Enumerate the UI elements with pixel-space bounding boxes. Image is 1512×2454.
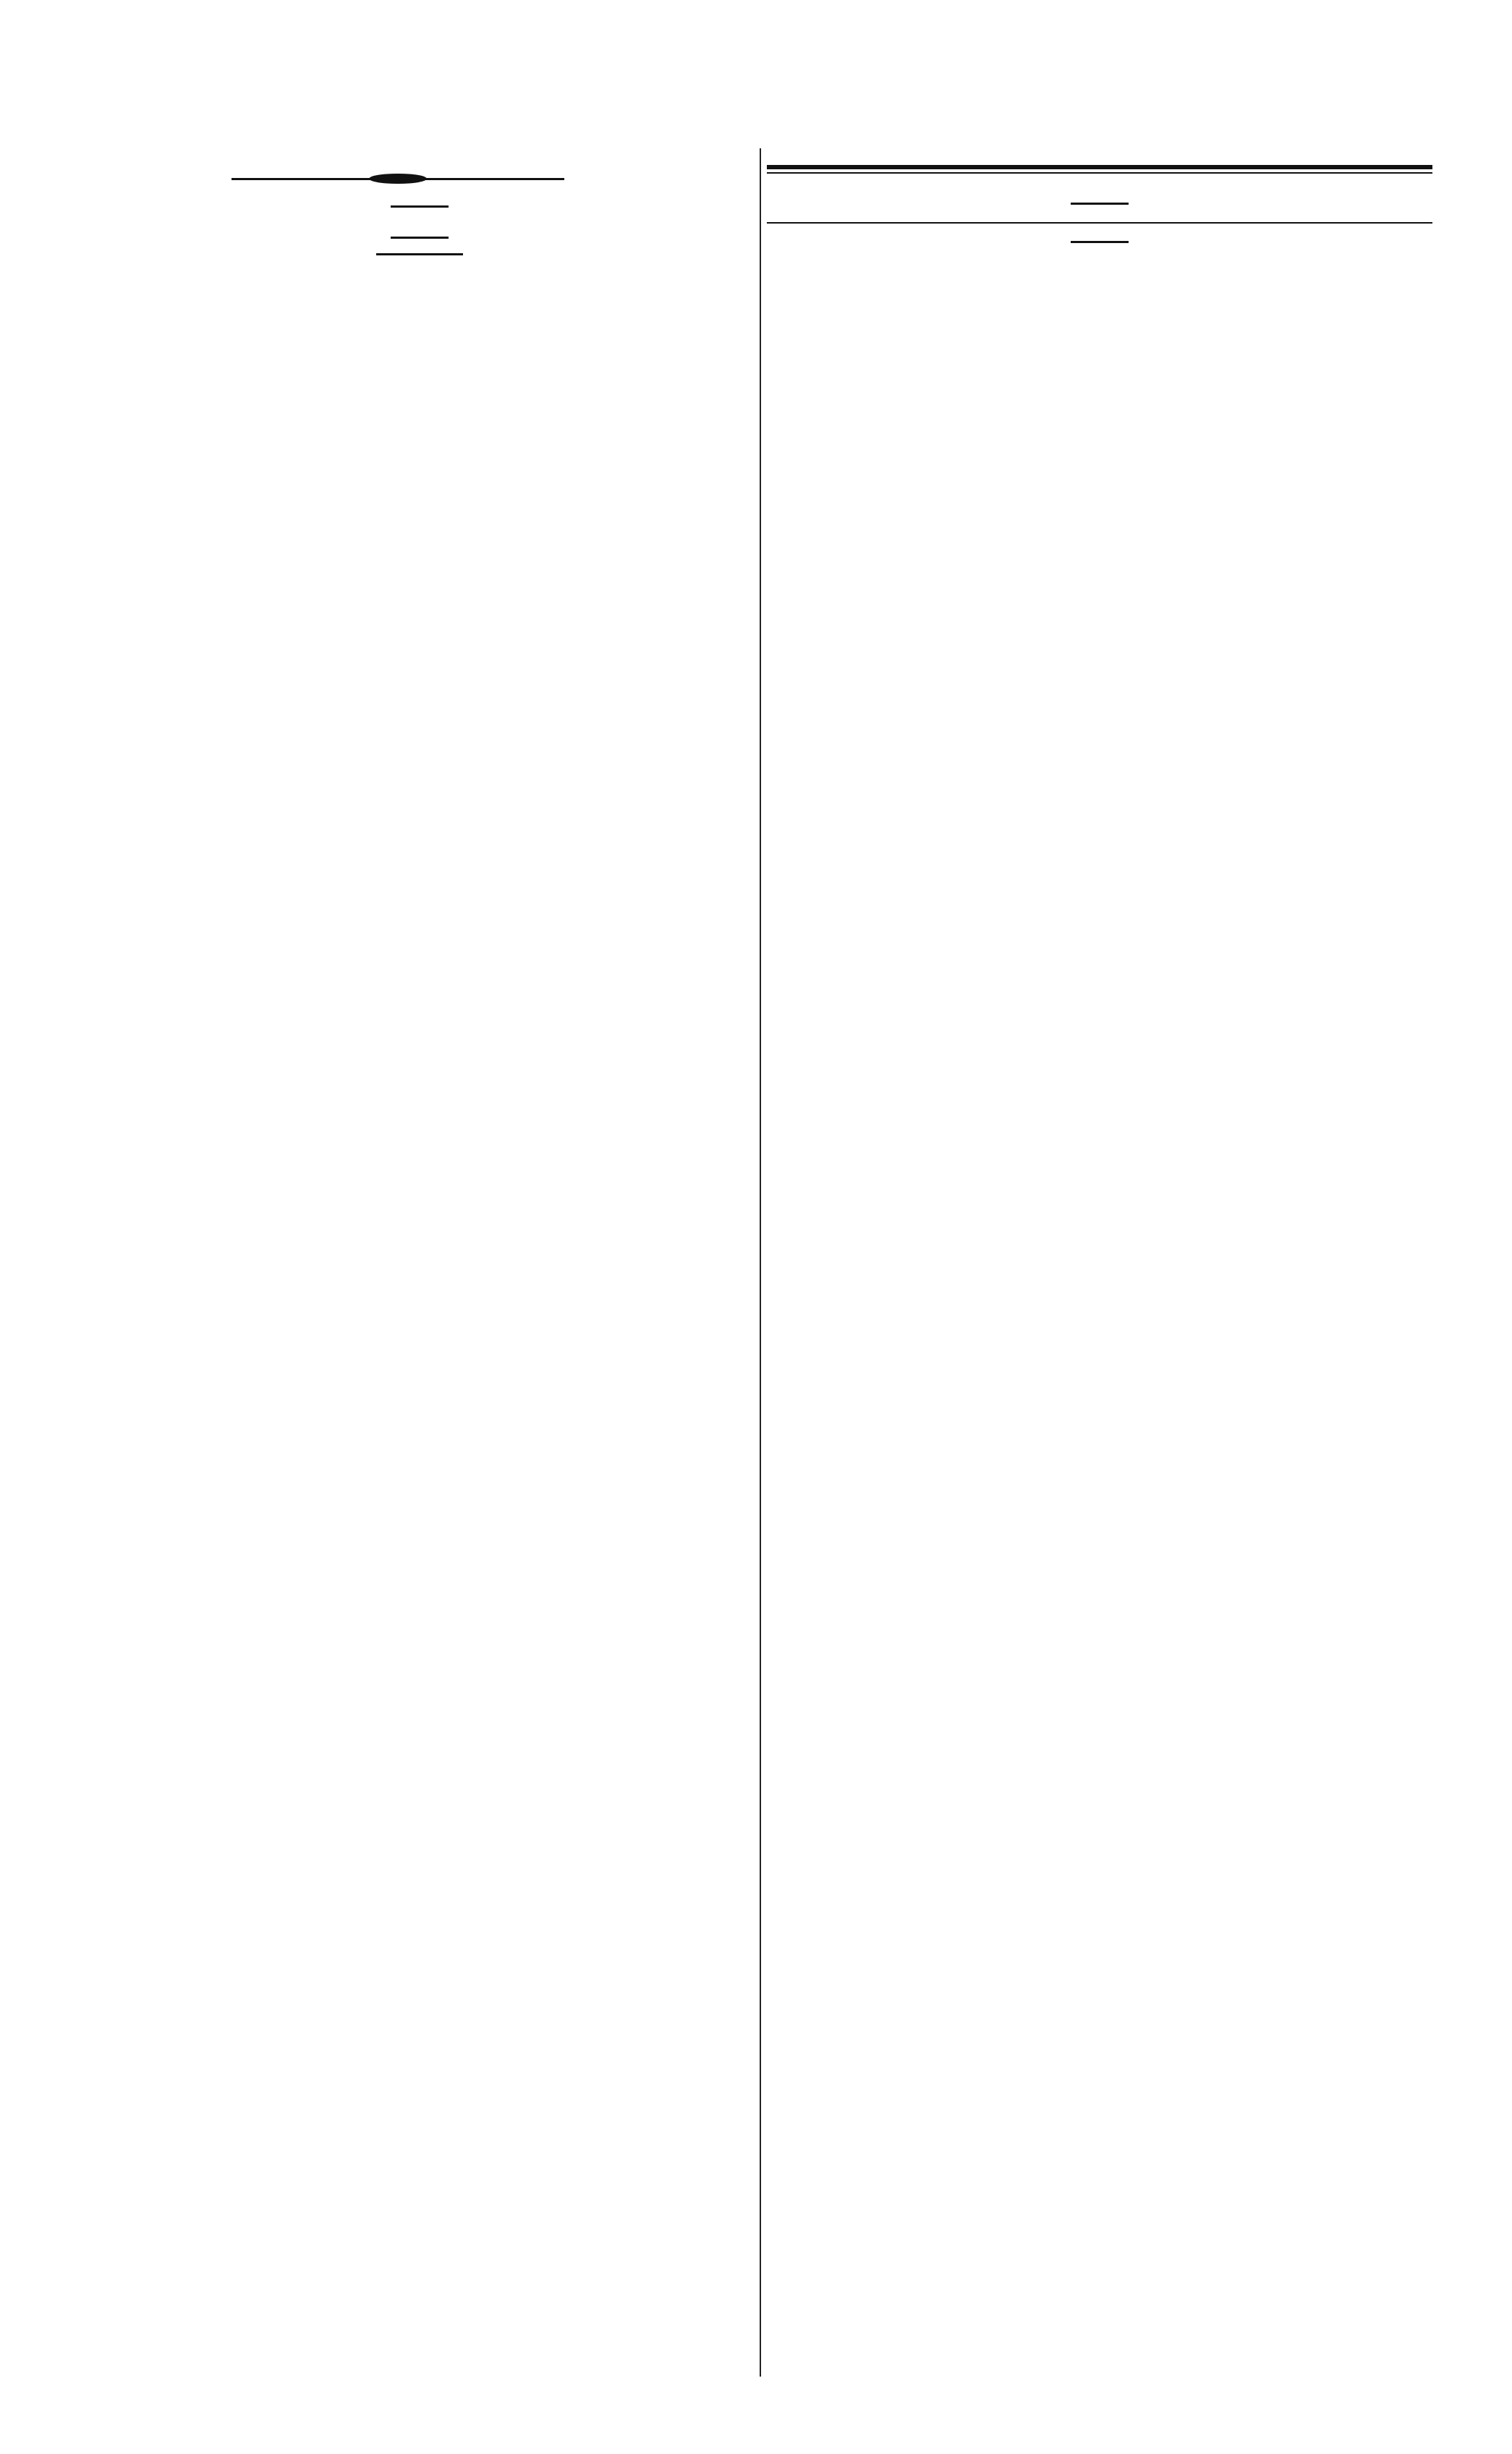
column-divider [760, 148, 761, 2377]
rule [376, 253, 463, 255]
rule [391, 205, 449, 208]
right-column [767, 145, 1432, 263]
ornament-rule [232, 174, 564, 184]
rule [391, 237, 449, 239]
rule [1071, 241, 1129, 243]
left-column [87, 137, 752, 268]
bellechasse-notice [767, 203, 1432, 205]
rule [767, 165, 1432, 169]
page-header [0, 80, 1512, 123]
three-rivers-notice [767, 241, 1432, 243]
rule [1071, 203, 1129, 205]
rule [767, 172, 1432, 174]
rule [767, 222, 1432, 224]
